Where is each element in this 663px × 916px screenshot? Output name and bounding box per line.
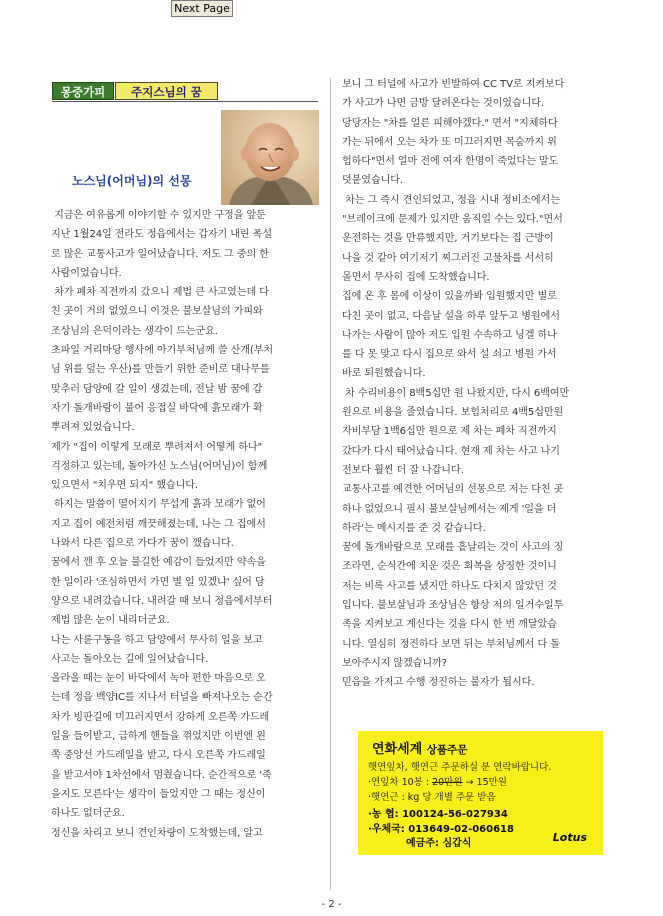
left-line: 정신을 차리고 보니 견인차량이 도착했는데, 알고 — [51, 827, 263, 839]
left-line: 을지도 모른다'는 생각이 들었지만 그 때는 정신이 — [51, 788, 266, 800]
right-line: 저는 비록 사고를 냈지만 하나도 다치지 않았던 것 — [342, 580, 557, 592]
left-line: 는데 정읍 백양IC를 지나서 터널을 빠져나오는 순간 — [51, 692, 273, 704]
left-line: 차가 빙판길에 미끄러지면서 강하게 오른쪽 가드레 — [51, 711, 270, 723]
page-number: - 2 - — [321, 899, 342, 910]
left-line: 제가 "집이 이렇게 모래로 뿌려져서 어떻게 하나" — [51, 441, 263, 453]
right-line: 원으로 비용을 줄였습니다. 보험처리로 4백5십만원 — [342, 407, 564, 419]
left-line: 조상님의 은덕이라는 생각이 드는군요. — [51, 325, 218, 337]
left-line: 꿈에서 깬 후 오늘 불길한 예감이 들었지만 약속을 — [51, 557, 266, 569]
ad-old-price: 20만원 — [432, 777, 463, 788]
left-line: 지고 집이 예전처럼 깨끗해졌는데, 나는 그 집에서 — [51, 518, 266, 530]
right-line: 갔다가 다시 태어났습니다. 현재 제 차는 사고 나기 — [342, 445, 560, 457]
left-line: 올라올 때는 눈이 바닥에서 녹아 편한 마음으로 오 — [51, 673, 266, 685]
right-line: 바로 퇴원했습니다. — [342, 368, 426, 380]
left-line: 일을 들이받고, 급하게 핸들을 꺾었지만 이번엔 왼 — [51, 731, 266, 743]
right-line: 하라'는 메시지를 준 것 같습니다. — [342, 522, 486, 534]
right-line: 나을 것 같아 여기저기 찌그러진 고물차를 서서히 — [342, 252, 554, 264]
article-title: 주지스님의 꿈 — [115, 82, 218, 100]
order-advertisement — [358, 731, 603, 855]
right-column-text — [342, 75, 617, 693]
right-line: 꿈에 돌개바람으로 모래를 흩날리는 것이 사고의 징 — [342, 542, 564, 554]
left-line: 자기 돌개바람이 불어 응접실 바닥에 흙모래가 확 — [51, 402, 263, 414]
left-line: 하나도 없더군요. — [51, 808, 125, 820]
right-line: 차 수리비용이 8백5십만 원 나왔지만, 다시 6백여만 — [342, 387, 570, 399]
right-line: 나가는 사람이 많아 저도 입원 수속하고 닝겔 하나 — [342, 329, 557, 341]
column-divider — [330, 78, 331, 890]
left-line: 뿌려져 있었습니다. — [51, 422, 135, 434]
right-line: 니다. 열심히 정진하다 보면 뒤는 부처님께서 다 돌 — [342, 638, 560, 650]
left-line: 맞추러 담양에 갈 일이 생겼는데, 전날 밤 꿈에 갑 — [51, 383, 263, 395]
right-line: 몰면서 무사히 집에 도착했습니다. — [342, 271, 490, 283]
left-line: 나와서 다른 집으로 가다가 꿈이 깼습니다. — [51, 538, 234, 550]
ad-new-price: → 15만원 — [462, 777, 507, 788]
ad-brand-title: 연화세계 — [372, 742, 423, 757]
left-line: 지난 1월24일 전라도 정읍에서는 갑자기 내린 폭설 — [51, 229, 272, 241]
left-line: 초파일 거리마당 행사에 아기부처님께 쓸 산개(부처 — [51, 345, 274, 357]
right-line: 조라면, 순식간에 치운 것은 회복을 상징한 것이니 — [342, 561, 557, 573]
ad-title — [372, 738, 467, 757]
right-line: 운전하는 것을 만류했지만, 거기보다는 집 근방이 — [342, 233, 554, 245]
left-line: 제법 많은 눈이 내리더군요. — [51, 615, 170, 627]
ad-bank-account: ·농 협: 100124-56-027934 — [368, 809, 508, 820]
right-line: 자비부담 1백6십만 원으로 제 차는 폐차 직전까지 — [342, 426, 557, 438]
right-line: 가 사고가 나면 금방 달려온다는 것이었습니다. — [342, 98, 545, 110]
left-line: 한 일이라 '조심하면서 가면 별 일 있겠냐' 싶어 담 — [51, 576, 265, 588]
left-line: 지금은 여유롭게 이야기할 수 있지만 구정을 앞둔 — [51, 210, 266, 221]
ad-lotus-logo: Lotus — [552, 831, 587, 844]
left-line: 차가 폐차 직전까지 갔으니 제법 큰 사고였는데 다 — [51, 287, 269, 299]
right-line: 교통사고를 예견한 어머님의 선몽으로 저는 다친 곳 — [342, 484, 564, 496]
left-line: 하지는 말씀이 떨어지기 무섭게 흙과 모래가 없어 — [51, 499, 266, 511]
left-line: 있으면서 "치우면 되지" 했습니다. — [51, 480, 198, 492]
ad-price-line — [368, 774, 507, 788]
right-line: 를 다 못 맞고 다시 집으로 와서 설 쇠고 병원 가서 — [342, 349, 557, 361]
left-line: 양으로 내려갔습니다. 내려갈 때 보니 정읍에서부터 — [51, 595, 273, 607]
left-line: 사고는 돌아오는 길에 일어났습니다. — [51, 653, 209, 665]
right-line: 보아주시지 않겠습니까? — [342, 657, 447, 669]
ad-account-holder: 예금주: 심갑식 — [406, 838, 472, 849]
left-column-text — [51, 206, 319, 843]
right-line: 믿음을 가지고 수행 정진하는 불자가 됩시다. — [342, 677, 535, 689]
right-line: 집에 온 후 몸에 이상이 있을까봐 입원했지만 별로 — [342, 291, 557, 303]
section-badge: 몽중가피 — [52, 82, 114, 100]
article-subtitle: 노스님(어머님)의 선몽 — [72, 174, 192, 188]
right-line: 보니 그 터널에 사고가 빈발하여 CC TV로 지켜보다 — [342, 79, 565, 90]
right-line: 전보다 훨씬 더 잘 나갑니다. — [342, 464, 464, 476]
right-line: 차는 그 즉시 견인되었고, 정읍 시내 정비소에서는 — [342, 194, 560, 206]
right-line: "브레이크에 문제가 있지만 움직일 수는 있다."면서 — [342, 214, 563, 226]
left-line: 을 받고서야 1차선에서 멈췄습니다. 순간적으로 '죽 — [51, 769, 272, 781]
left-line: 걱정하고 있는데, 돌아가신 노스님(어머님)이 함께 — [51, 460, 268, 472]
right-line: 덧붙였습니다. — [342, 175, 404, 187]
ad-lotus-root-line: ·햇연근 : kg 당 개별 주문 받음 — [368, 792, 496, 803]
left-line: 사람이었습니다. — [51, 267, 122, 279]
left-line: 님 위를 덮는 우산)를 만들기 위한 준비로 대나무를 — [51, 364, 270, 376]
monk-portrait-photo — [221, 110, 319, 205]
right-line: 하나 없었으니 필시 불보살님께서는 제게 '일을 더 — [342, 503, 557, 515]
right-line: 다친 곳이 없고, 다음날 설을 하루 앞두고 병원에서 — [342, 310, 560, 322]
left-line: 로 많은 교통사고가 일어났습니다. 저도 그 중의 한 — [51, 248, 269, 260]
left-line: 쪽 중앙선 가드레일을 받고, 다시 오른쪽 가드레일 — [51, 750, 266, 762]
right-line: 족을 지켜보고 계신다는 것을 다시 한 번 깨달았습 — [342, 619, 557, 631]
right-line: 가는 뒤에서 오는 차가 또 미끄러지면 목숨까지 위 — [342, 136, 557, 148]
title-underline — [52, 101, 318, 102]
ad-title-sub: 상품주문 — [426, 744, 468, 756]
left-line: 친 곳이 거의 없었으니 이것은 불보살님의 가피와 — [51, 306, 263, 318]
ad-price-prefix: ·연잎차 10봉 : — [368, 777, 433, 788]
right-line: 당당자는 "차를 얼른 피해야겠다." 면서 "지체하다 — [342, 117, 558, 129]
next-page-button[interactable]: Next Page — [171, 0, 233, 17]
ad-intro-line: 햇연잎차, 햇연근 주문하실 분 연락바랍니다. — [368, 762, 552, 773]
ad-post-account: ·우체국: 013649-02-060618 — [368, 824, 514, 835]
right-line: 입니다. 불보살님과 조상님은 항상 저의 일거수일투 — [342, 600, 564, 612]
right-line: 험하다"면서 얼마 전에 여자 한명이 죽었다는 말도 — [342, 156, 559, 168]
left-line: 나는 사륜구동을 하고 담양에서 무사히 일을 보고 — [51, 634, 263, 646]
